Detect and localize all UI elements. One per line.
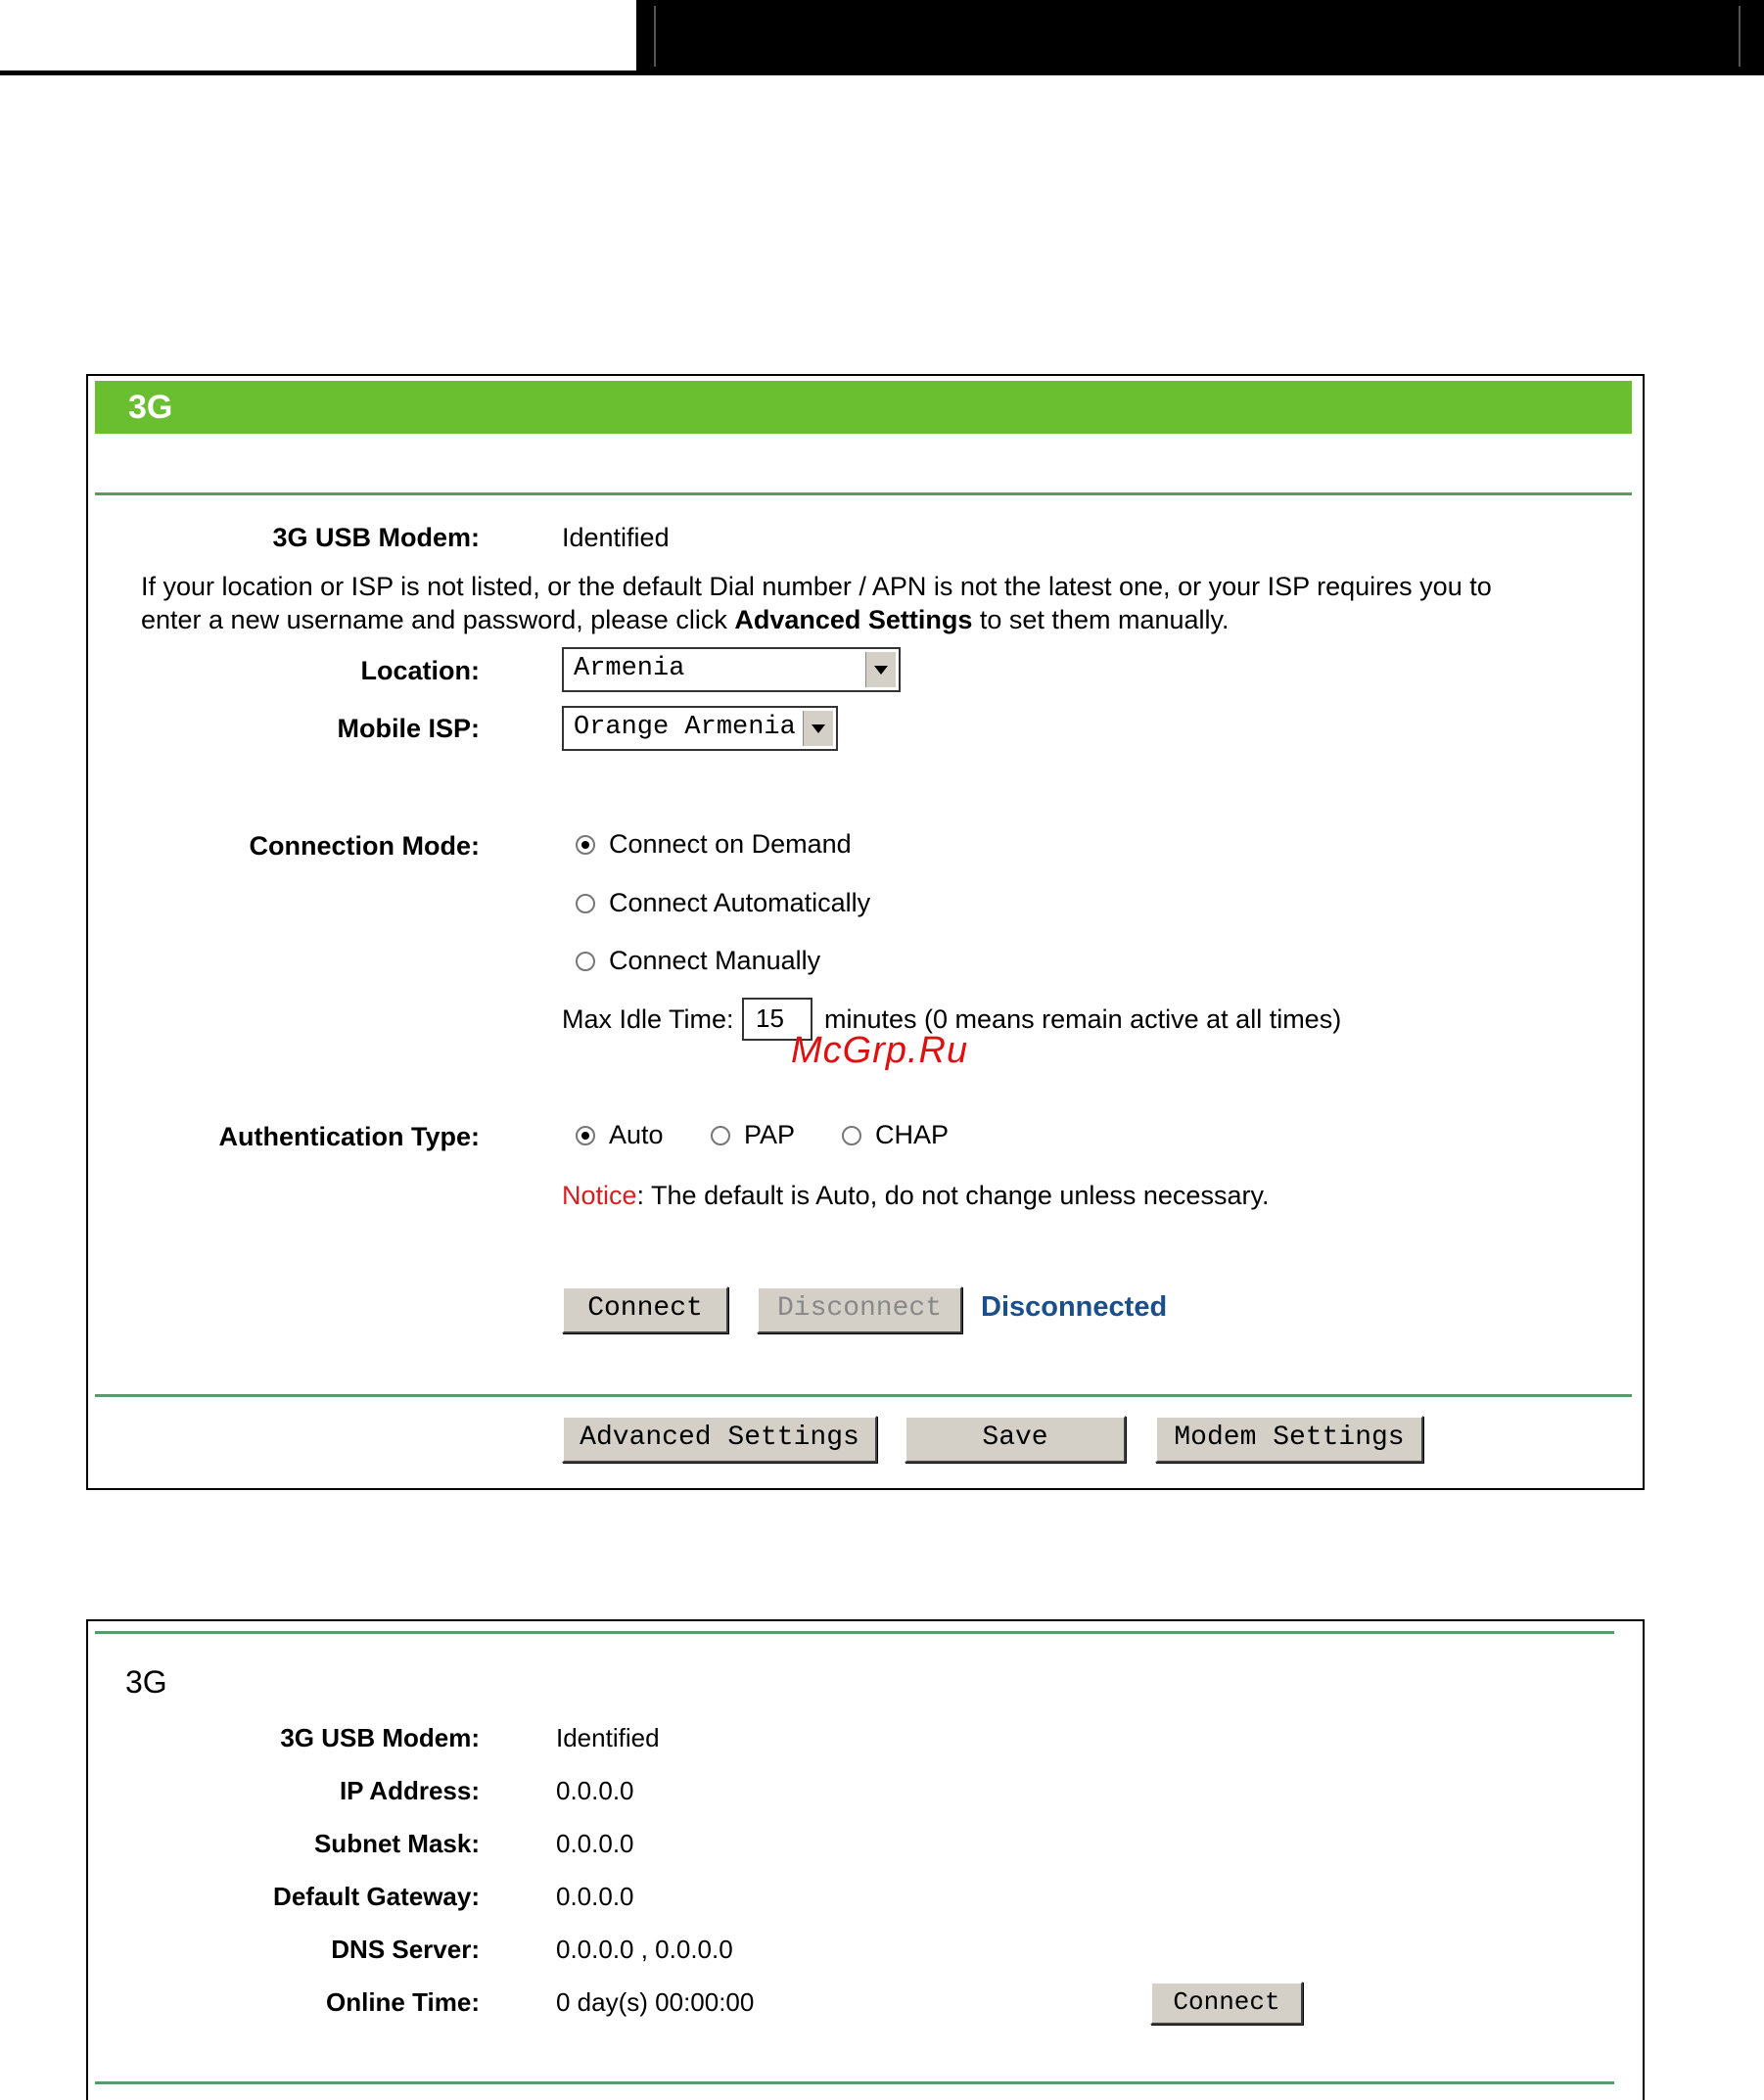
connection-status: Disconnected [981,1291,1168,1323]
radio-connect-on-demand[interactable] [576,835,595,855]
watermark: McGrp.Ru [791,1030,969,1071]
header-notch-left [638,6,656,67]
header-left-rule [0,0,636,75]
online-time-label: Online Time: [326,1987,480,2017]
chevron-down-icon[interactable] [865,652,896,687]
location-select[interactable] [562,647,901,692]
status-connect-button[interactable]: Connect [1150,1982,1303,2025]
header-black-bar [636,0,1764,75]
save-button[interactable]: Save [905,1416,1126,1463]
max-idle-label: Max Idle Time: [562,1004,734,1034]
isp-label: Mobile ISP: [337,714,480,743]
auth-type-label: Authentication Type: [218,1122,480,1151]
3g-settings-panel [86,374,1645,1490]
max-idle-input[interactable]: 15 [742,998,812,1041]
auth-auto-label: Auto [609,1120,664,1149]
modem-value: Identified [562,523,670,552]
panel-title-bar [95,381,1632,434]
radio-auth-chap[interactable] [842,1126,861,1145]
default-gateway-value: 0.0.0.0 [556,1882,634,1911]
chevron-down-icon[interactable] [803,711,833,746]
online-time-value: 0 day(s) 00:00:00 [556,1987,755,2017]
status-divider-bottom [95,2081,1614,2084]
status-divider-top [95,1631,1614,1634]
dns-server-value: 0.0.0.0 , 0.0.0.0 [556,1935,733,1964]
auth-pap-label: PAP [744,1120,796,1149]
disconnect-button[interactable]: Disconnect [757,1286,962,1333]
status-modem-label: 3G USB Modem: [280,1723,480,1752]
modem-label: 3G USB Modem: [272,523,480,552]
3g-status-panel [86,1619,1645,2100]
info-text-pre: enter a new username and password, please click [141,605,735,634]
connect-automatically-label: Connect Automatically [609,888,871,917]
subnet-mask-value: 0.0.0.0 [556,1829,634,1858]
status-panel-title: 3G [125,1664,167,1700]
connect-manually-label: Connect Manually [609,946,821,975]
notice-line [562,1181,1269,1211]
connection-mode-label: Connection Mode: [249,831,480,861]
connect-button[interactable]: Connect [562,1286,728,1333]
divider-bottom [95,1394,1632,1397]
isp-select[interactable] [562,706,838,751]
notice-word: Notice [562,1181,637,1210]
header-notch-right [1739,6,1762,67]
divider-top [95,492,1632,495]
info-text-line2 [141,605,1230,635]
max-idle-suffix: minutes (0 means remain active at all times) [824,1004,1342,1034]
info-text-line1: If your location or ISP is not listed, or the default Dial number / APN is not the latest one, or your ISP requires you to [141,572,1492,601]
radio-auth-pap[interactable] [711,1126,730,1145]
location-select-value: Armenia [574,654,685,683]
advanced-settings-button[interactable]: Advanced Settings [562,1416,877,1463]
location-label: Location: [360,656,480,685]
notice-text: : The default is Auto, do not change unless necessary. [636,1181,1270,1210]
info-text-post: to set them manually. [972,605,1230,634]
ip-address-value: 0.0.0.0 [556,1776,634,1805]
auth-chap-label: CHAP [875,1120,950,1149]
radio-connect-manually[interactable] [576,952,595,971]
panel-title: 3G [128,389,173,426]
radio-auth-auto[interactable] [576,1126,595,1145]
connect-on-demand-label: Connect on Demand [609,829,852,859]
dns-server-label: DNS Server: [331,1935,480,1964]
radio-connect-automatically[interactable] [576,894,595,913]
modem-settings-button[interactable]: Modem Settings [1155,1416,1423,1463]
info-text-bold: Advanced Settings [734,605,973,634]
default-gateway-label: Default Gateway: [273,1882,480,1911]
status-modem-value: Identified [556,1723,660,1752]
isp-select-value: Orange Armenia [574,713,796,742]
subnet-mask-label: Subnet Mask: [313,1829,480,1858]
ip-address-label: IP Address: [339,1776,480,1805]
